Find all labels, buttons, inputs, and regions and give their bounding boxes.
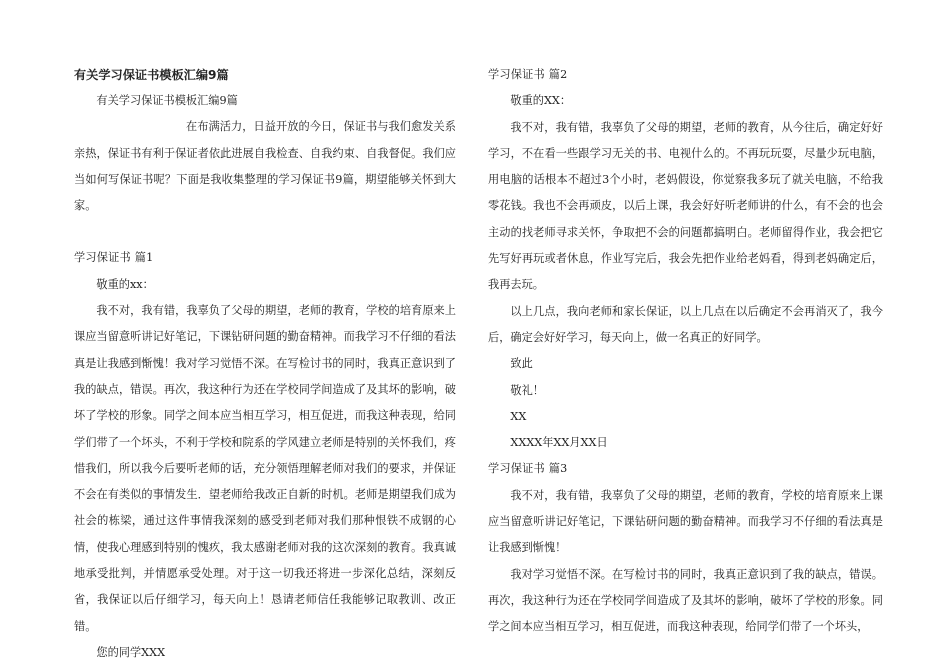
section-2-closing-2: 敬礼！	[510, 383, 544, 397]
document-subtitle: 有关学习保证书模板汇编9篇	[96, 94, 238, 107]
left-column	[74, 62, 456, 666]
section-2-closing-1: 致此	[510, 357, 533, 371]
section-2-salutation: 敬重的XX：	[510, 94, 572, 108]
right-column	[488, 62, 883, 641]
section-1-body: 我不对，我有错，我辜负了父母的期望，老师的教育，学校的培育原来上课应当留意听讲记好笔记，下课钻研问题的勤奋精神。而我学习不仔细的看法真是让我感到惭愧！我对学习觉悟不深。在写检讨书的同时，我真正意识到了我的缺点，错误。再次，我这种行为还在学校同学间造成了及其坏的影响，破坏了学校的形象。同学之间本应当相互学习，相互促进，而我这种表现，给同学们带了一个坏头，不利于学校和院系的学风建立老师是特别的关怀我们，疼惜我们，所以我今后要听老师的话，充分领悟理解老师对我们的要求，并保证不会在有类似的事情发生．望老师给我改正自新的时机。老师是期望我们成为社会的栋梁，通过这件事情我深刻的感受到老师对我们那种恨铁不成钢的心情，使我心理感到特别的愧疚，我太感谢老师对我的这次深刻的教育。我真诚地承受批判，并情愿承受处理。对于这一切我还将进一步深化总结，深刻反省，我保证以后仔细学习，每天向上！恳请老师信任我能够记取教训、改正错。	[74, 304, 456, 633]
section-2-signature: XX	[510, 409, 527, 423]
section-3-body-2: 我对学习觉悟不深。在写检讨书的同时，我真正意识到了我的缺点，错误。再次，我这种行为还在学校同学间造成了及其坏的影响，破坏了学校的形象。同学之间本应当相互学习，相互促进，而我这种表现，给同学们带了一个坏头，	[488, 567, 883, 634]
section-1-signature: 您的同学XXX	[96, 645, 166, 659]
spacer	[74, 219, 456, 245]
section-3-body-1: 我不对，我有错，我辜负了父母的期望，老师的教育，学校的培育原来上课应当留意听讲记好笔记，下课钻研问题的勤奋精神。而我学习不仔细的看法真是让我感到惭愧！	[488, 488, 883, 555]
section-2-heading: 学习保证书 篇2	[488, 68, 568, 81]
section-1-salutation: 敬重的xx：	[96, 277, 154, 291]
section-2-date: XXXX年XX月XX日	[510, 436, 608, 450]
intro-paragraph: 在布满活力，日益开放的今日，保证书与我们愈发关系亲热，保证书有利于保证者依此进展自我检查、自我约束、自我督促。我们应当如何写保证书呢？下面是我收集整理的学习保证书9篇，期望能够关怀到大家。	[74, 120, 456, 213]
document-title: 有关学习保证书模板汇编9篇	[74, 68, 229, 82]
section-2-body-1: 我不对，我有错，我辜负了父母的期望，老师的教育，从今往后，确定好好学习，不在看一些跟学习无关的书、电视什么的。不再玩玩耍，尽量少玩电脑，用电脑的话根本不超过3个小时，老妈假设，你觉察我多玩了就关电脑，不给我零花钱。我也不会再顽皮，以后上课，我会好好听老师讲的什么，有不会的也会主动的找老师寻求关怀，争取把不会的问题都搞明白。老师留得作业，我会把它先写好再玩或者休息，作业写完后，我会先把作业给老妈看，得到老妈确定后，我再去玩。	[488, 120, 883, 292]
section-2-body-2: 以上几点，我向老师和家长保证，以上几点在以后确定不会再消灭了，我今后，确定会好好学习，每天向上，做一名真正的好同学。	[488, 304, 883, 344]
section-3-heading: 学习保证书 篇3	[488, 462, 568, 476]
section-1-heading: 学习保证书 篇1	[74, 251, 154, 265]
